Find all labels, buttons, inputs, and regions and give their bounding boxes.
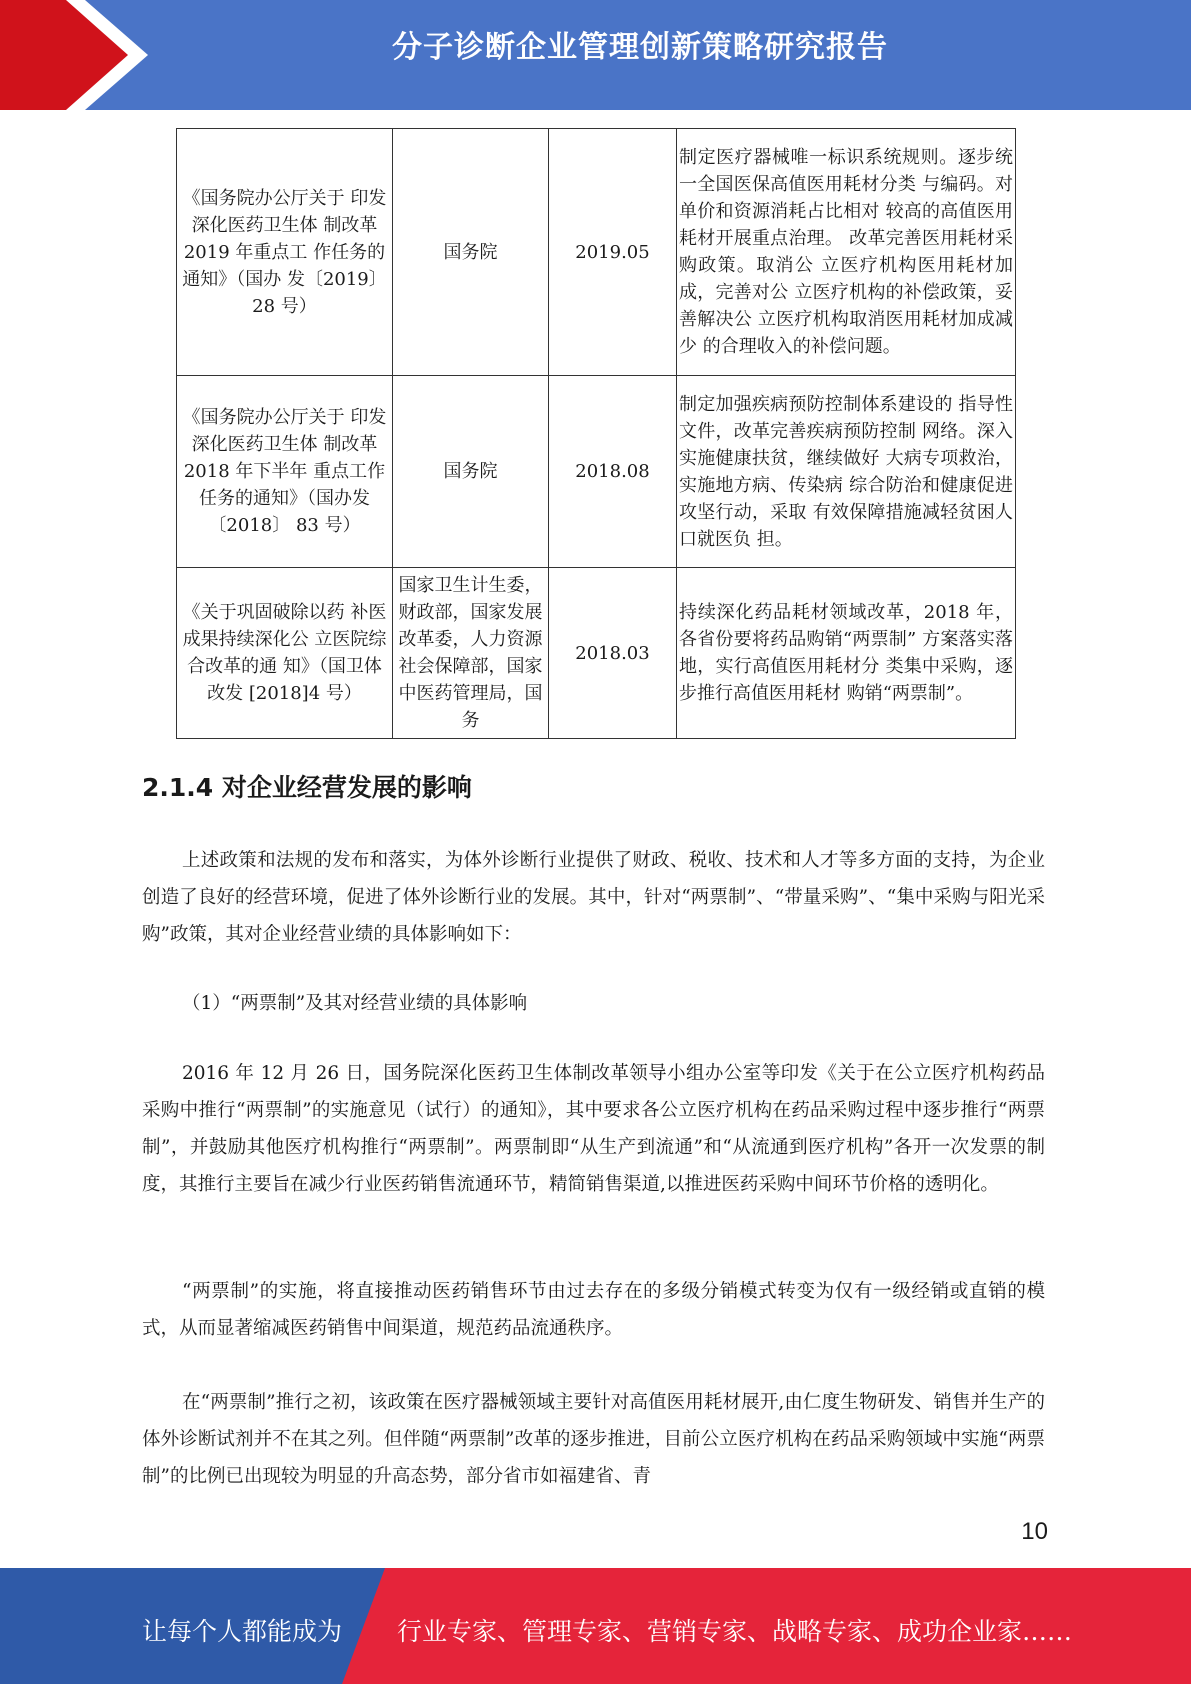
policy-document-cell: 《关于巩固破除以药 补医成果持续深化公 立医院综合改革的通 知》（国卫体改发 [2018]4 号） xyxy=(177,568,393,739)
body-paragraph: 上述政策和法规的发布和落实，为体外诊断行业提供了财政、税收、技术和人才等多方面的支持，为企业创造了良好的经营环境，促进了体外诊断行业的发展。其中，针对“两票制”、“带量采购”、“集中采购与阳光采购”政策，其对企业经营业绩的具体影响如下： xyxy=(142,850,1045,945)
footer-slogan-left: 让每个人都能成为 xyxy=(142,1617,343,1646)
report-title: 分子诊断企业管理创新策略研究报告 xyxy=(392,30,888,65)
policy-table xyxy=(176,128,1016,739)
policy-date-cell: 2018.08 xyxy=(549,376,677,568)
section-heading: 2.1.4 对企业经营发展的影响 xyxy=(142,773,472,802)
policy-issuer-cell: 国务院 xyxy=(393,129,549,376)
policy-issuer-cell: 国务院 xyxy=(393,376,549,568)
footer-slogan-right: 行业专家、管理专家、营销专家、战略专家、成功企业家…… xyxy=(397,1617,1073,1646)
body-paragraph: 在“两票制”推行之初，该政策在医疗器械领域主要针对高值医用耗材展开,由仁度生物研发、销售并生产的体外诊断试剂并不在其之列。但伴随“两票制”改革的逐步推进，目前公立医疗机构在药品采购领域中实施“两票制”的比例已出现较为明显的升高态势，部分省市如福建省、青 xyxy=(142,1392,1045,1487)
policy-content-cell: 制定加强疾病预防控制体系建设的 指导性文件，改革完善疾病预防控制 网络。深入实施健康扶贫，继续做好 大病专项救治，实施地方病、传染病 综合防治和健康促进攻坚行动，采取 有效保障措施减轻贫困人口就医负 担。 xyxy=(677,376,1016,568)
page-header xyxy=(0,0,1191,110)
policy-content-cell: 制定医疗器械唯一标识系统规则。逐步统一全国医保高值医用耗材分类 与编码。对单价和资源消耗占比相对 较高的高值医用耗材开展重点治理。 改革完善医用耗材采购政策。取消公 立医疗机构医用耗材加成，完善对公 立医疗机构的补偿政策，妥善解决公 立医疗机构取消医用耗材加成减少 的合理收入的补偿问题。 xyxy=(677,129,1016,376)
policy-date-cell: 2019.05 xyxy=(549,129,677,376)
subsection-heading: （1）“两票制”及其对经营业绩的具体影响 xyxy=(182,993,528,1014)
policy-date-cell: 2018.03 xyxy=(549,568,677,739)
policy-issuer-cell: 国家卫生计生委，财政部，国家发展改革委，人力资源社会保障部，国家中医药管理局，国务 xyxy=(393,568,549,739)
policy-document-cell: 《国务院办公厅关于 印发深化医药卫生体 制改革 2018 年下半年 重点工作任务的通知》（国办发〔2018〕 83 号） xyxy=(177,376,393,568)
body-paragraph: “两票制”的实施，将直接推动医药销售环节由过去存在的多级分销模式转变为仅有一级经销或直销的模式，从而显著缩减医药销售中间渠道，规范药品流通秩序。 xyxy=(142,1281,1045,1339)
policy-document-cell: 《国务院办公厅关于 印发深化医药卫生体 制改革 2019 年重点工 作任务的通知》（国办 发〔2019〕 28 号） xyxy=(177,129,393,376)
body-paragraph: 2016 年 12 月 26 日，国务院深化医药卫生体制改革领导小组办公室等印发《关于在公立医疗机构药品采购中推行“两票制”的实施意见（试行）的通知》，其中要求各公立医疗机构在药品采购过程中逐步推行“两票制”，并鼓励其他医疗机构推行“两票制”。两票制即“从生产到流通”和“从流通到医疗机构”各开一次发票的制度，其推行主要旨在减少行业医药销售流通环节，精简销售渠道,以推进医药采购中间环节价格的透明化。 xyxy=(142,1063,1045,1195)
table-row xyxy=(177,129,1016,376)
policy-content-cell: 持续深化药品耗材领域改革，2018 年，各省份要将药品购销“两票制” 方案落实落地，实行高值医用耗材分 类集中采购，逐步推行高值医用耗材 购销“两票制”。 xyxy=(677,568,1016,739)
header-arrow-logo xyxy=(0,0,160,110)
table-row xyxy=(177,376,1016,568)
table-row xyxy=(177,568,1016,739)
page-number: 10 xyxy=(1021,1518,1048,1545)
